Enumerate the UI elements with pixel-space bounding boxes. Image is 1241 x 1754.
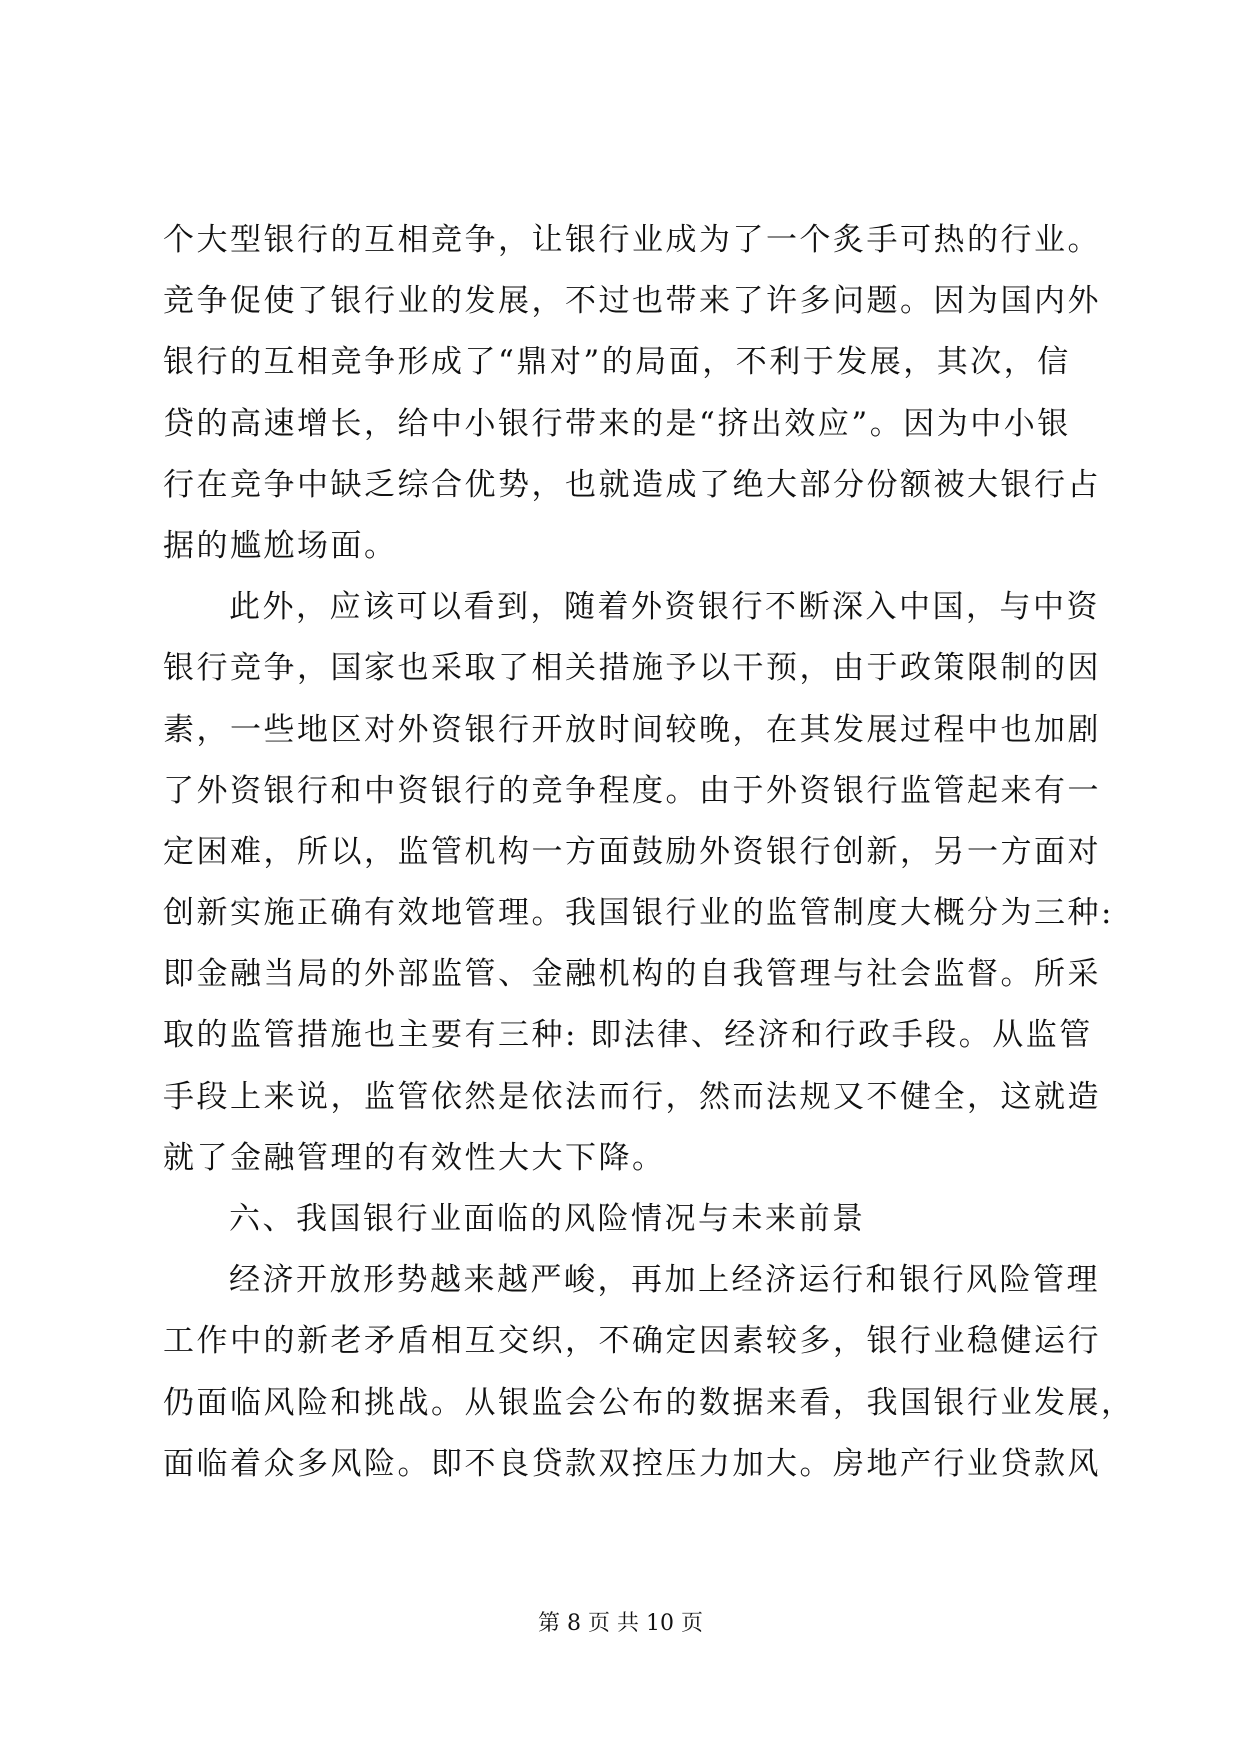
text-line: 面临着众多风险。即不良贷款双控压力加大。房地产行业贷款风 xyxy=(163,1445,1101,1482)
text-line: 创新实施正确有效地管理。我国银行业的监管制度大概分为三种: xyxy=(163,895,1114,932)
text-line: 据的尴尬场面。 xyxy=(163,527,398,564)
text-line: 个大型银行的互相竞争，让银行业成为了一个炙手可热的行业。 xyxy=(163,222,1101,258)
text-line: 经济开放形势越来越严峻，再加上经济运行和银行风险管理 xyxy=(229,1262,1100,1299)
text-line: 取的监管措施也主要有三种: 即法律、经济和行政手段。从监管 xyxy=(163,1017,1093,1054)
text-line: 竞争促使了银行业的发展，不过也带来了许多问题。因为国内外 xyxy=(163,283,1101,320)
text-line: 仍面临风险和挑战。从银监会公布的数据来看，我国银行业发展， xyxy=(163,1384,1135,1421)
text-line: 定困难，所以，监管机构一方面鼓励外资银行创新，另一方面对 xyxy=(163,833,1101,870)
text-line: 素，一些地区对外资银行开放时间较晚，在其发展过程中也加剧 xyxy=(163,711,1101,748)
page-footer: 第 8 页 共 10 页 xyxy=(538,1611,703,1636)
text-line: 工作中的新老矛盾相互交织，不确定因素较多，银行业稳健运行 xyxy=(163,1323,1101,1360)
text-line: 即金融当局的外部监管、金融机构的自我管理与社会监督。所采 xyxy=(163,956,1101,993)
text-line: 就了金融管理的有效性大大下降。 xyxy=(163,1139,666,1176)
text-line: 六、我国银行业面临的风险情况与未来前景 xyxy=(229,1201,866,1237)
text-line: 了外资银行和中资银行的竞争程度。由于外资银行监管起来有一 xyxy=(163,772,1101,809)
text-line: 行在竞争中缺乏综合优势，也就造成了绝大部分份额被大银行占 xyxy=(163,466,1101,503)
text-line: 贷的高速增长，给中小银行带来的是“挤出效应”。因为中小银 xyxy=(163,405,1071,442)
text-line: 银行的互相竞争形成了“鼎对”的局面，不利于发展，其次，信 xyxy=(163,344,1071,381)
text-line: 手段上来说，监管依然是依法而行，然而法规又不健全，这就造 xyxy=(163,1078,1101,1115)
text-line: 此外，应该可以看到，随着外资银行不断深入中国，与中资 xyxy=(229,589,1100,626)
body-text xyxy=(163,222,1135,1507)
text-line: 银行竞争，国家也采取了相关措施予以干预，由于政策限制的因 xyxy=(163,650,1101,687)
